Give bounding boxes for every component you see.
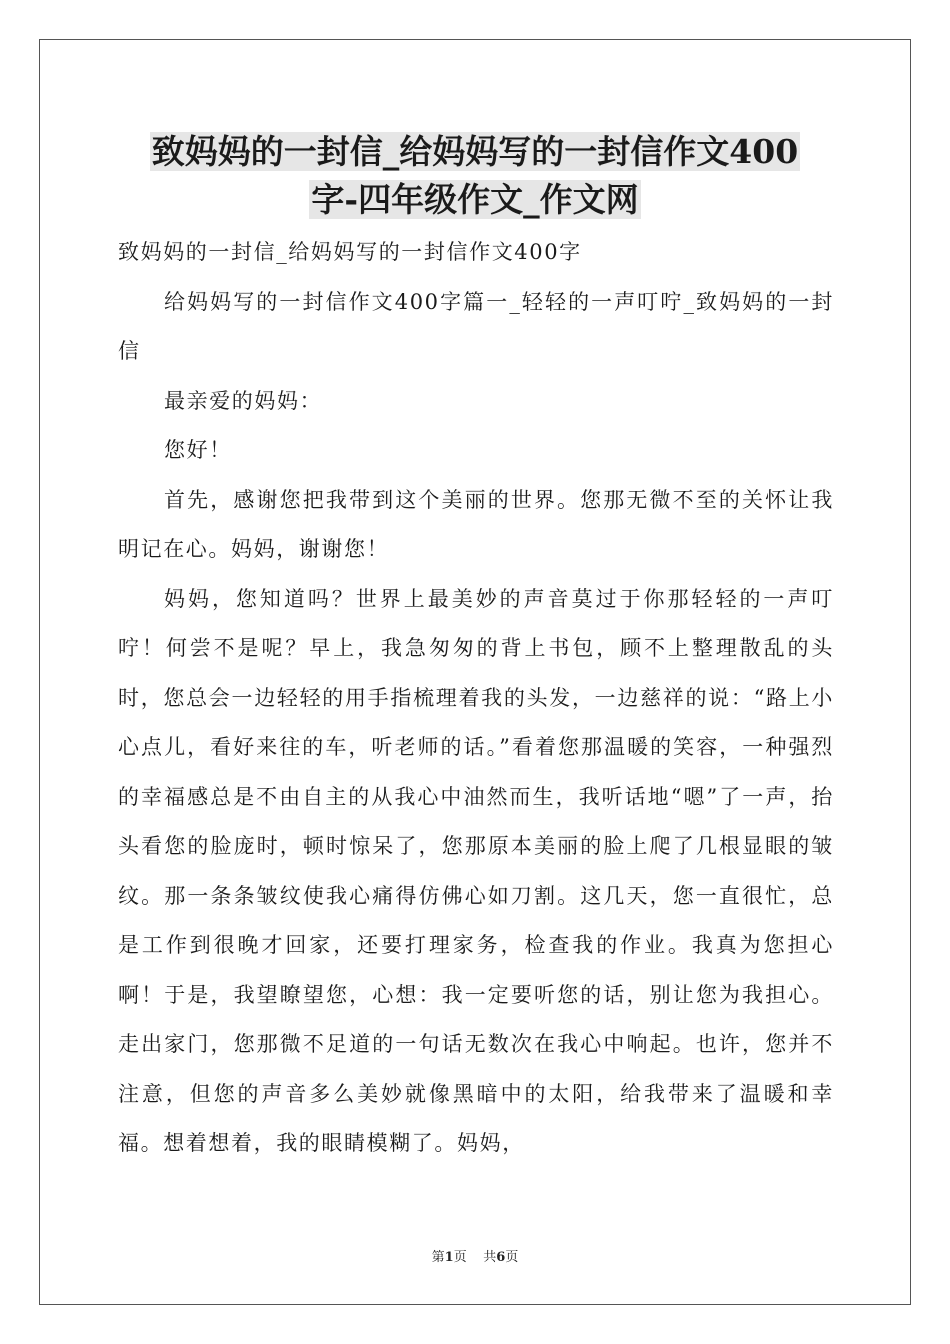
paragraph-subtitle: 致妈妈的一封信_给妈妈写的一封信作文400字: [118, 240, 582, 264]
footer-page-suffix: 页: [453, 1250, 467, 1265]
document-body: [118, 228, 834, 1169]
footer-page-current: 1: [444, 1250, 454, 1265]
footer-total-prefix: 共: [483, 1250, 497, 1265]
paragraph-salutation: 最亲爱的妈妈：: [164, 388, 323, 413]
document-title-line-2: [60, 174, 890, 226]
paragraph-main: 妈妈，您知道吗？世界上最美妙的声音莫过于你那轻轻的一声叮咛！何尝不是呢？早上，我急匆匆的背上书包，顾不上整理散乱的头时，您总会一边轻轻的用手指梳理着我的头发，一边慈祥的说：“路上小心点儿，看好来往的车，听老师的话。”看着您那温暖的笑容，一种强烈的幸福感总是不由自主的从我心中油然而生，我听话地“嗯”了一声，抬头看您的脸庞时，顿时惊呆了，您那原本美丽的脸上爬了几根显眼的皱纹。那一条条皱纹使我心痛得仿佛心如刀割。这几天，您一直很忙，总是工作到很晚才回家，还要打理家务，检查我的作业。我真为您担心啊！于是，我望瞭望您，心想：我一定要听您的话，别让您为我担心。走出家门，您那微不足道的一句话无数次在我心中响起。也许，您并不注意，但您的声音多么美妙就像黑暗中的太阳，给我带来了温暖和幸福。想着想着，我的眼睛模糊了。妈妈，: [118, 586, 834, 1155]
paragraph-heading: 给妈妈写的一封信作文400字篇一_轻轻的一声叮咛_致妈妈的一封信: [118, 289, 834, 363]
page-footer: [0, 1246, 950, 1265]
footer-page-total: 6: [496, 1250, 506, 1265]
footer-total-suffix: 页: [505, 1250, 519, 1265]
footer-page-prefix: 第: [431, 1250, 445, 1265]
paragraph-greeting: 您好！: [164, 438, 232, 462]
title-text-2: 字-四年级作文_作文网: [311, 180, 639, 219]
title-text-1: 致妈妈的一封信_给妈妈写的一封信作文400: [151, 132, 799, 171]
document-title-line-1: [60, 126, 890, 178]
paragraph-thanks: 首先，感谢您把我带到这个美丽的世界。您那无微不至的关怀让我明记在心。妈妈，谢谢您！: [118, 487, 834, 561]
